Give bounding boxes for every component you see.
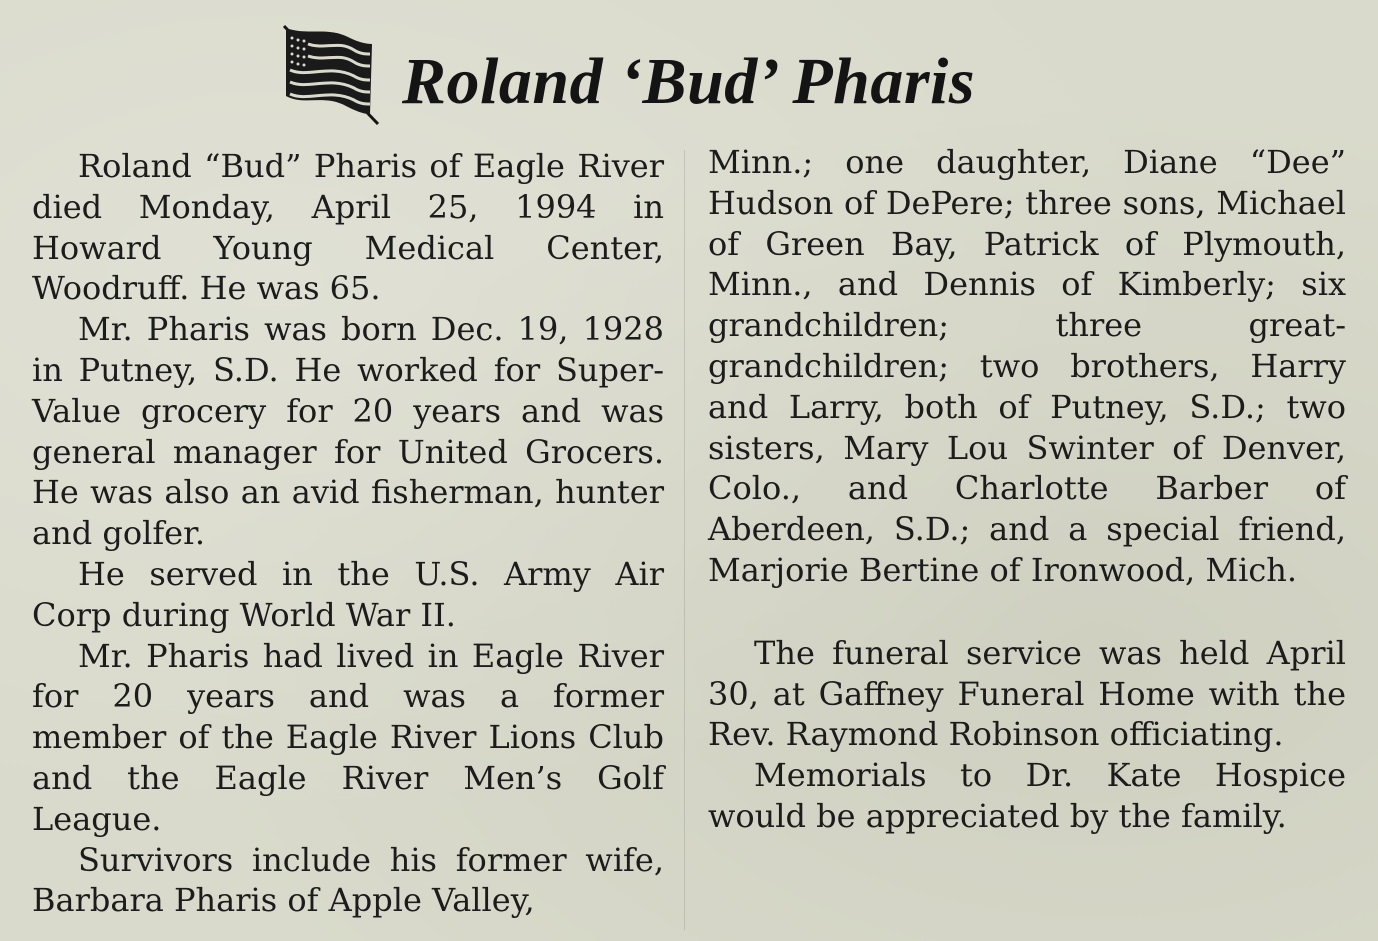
column-gap	[708, 591, 1346, 633]
paragraph-funeral-service: The funeral service was held April 30, at Gaffney Funeral Home with the Rev. Raymond Robinson officiating.	[708, 633, 1346, 754]
obituary-heading	[278, 22, 1078, 132]
paragraph-survivors-start: Survivors include his former wife, Barbara Pharis of Apple Valley,	[32, 840, 664, 920]
paragraph-community: Mr. Pharis had lived in Eagle River for 20 years and was a former member of the Eagle River Lions Club and the Eagle River Men’s Golf League.	[32, 636, 664, 838]
obituary-title: Roland ‘Bud’ Pharis	[402, 45, 976, 118]
column-divider	[684, 150, 685, 930]
paragraph-survivors-continued: Minn.; one daughter, Diane “Dee” Hudson of DePere; three sons, Michael of Green Bay, Patrick of Plymouth, Minn., and Dennis of Kimberly; six grandchildren; three great-grandchildren; two brothers, Harry and Larry, both of Putney, S.D.; two sisters, Mary Lou Swinter of Denver, Colo., and Charlotte Barber of Aberdeen, S.D.; and a special friend, Marjorie Bertine of Ironwood, Mich.	[708, 143, 1346, 589]
right-column	[708, 142, 1346, 837]
paragraph-biography: Mr. Pharis was born Dec. 19, 1928 in Putney, S.D. He worked for Super-Value grocery for 20 years and was general manager for United Grocers. He was also an avid fisherman, hunter and golfer.	[32, 310, 664, 553]
paragraph-military-service: He served in the U.S. Army Air Corp during World War II.	[32, 554, 664, 634]
paragraph-memorials: Memorials to Dr. Kate Hospice would be appreciated by the family.	[708, 756, 1346, 835]
paragraph-death-notice: Roland “Bud” Pharis of Eagle River died Monday, April 25, 1994 in Howard Young Medical Center, Woodruff. He was 65.	[32, 147, 664, 308]
left-column	[32, 146, 664, 921]
american-flag-icon	[278, 22, 382, 126]
